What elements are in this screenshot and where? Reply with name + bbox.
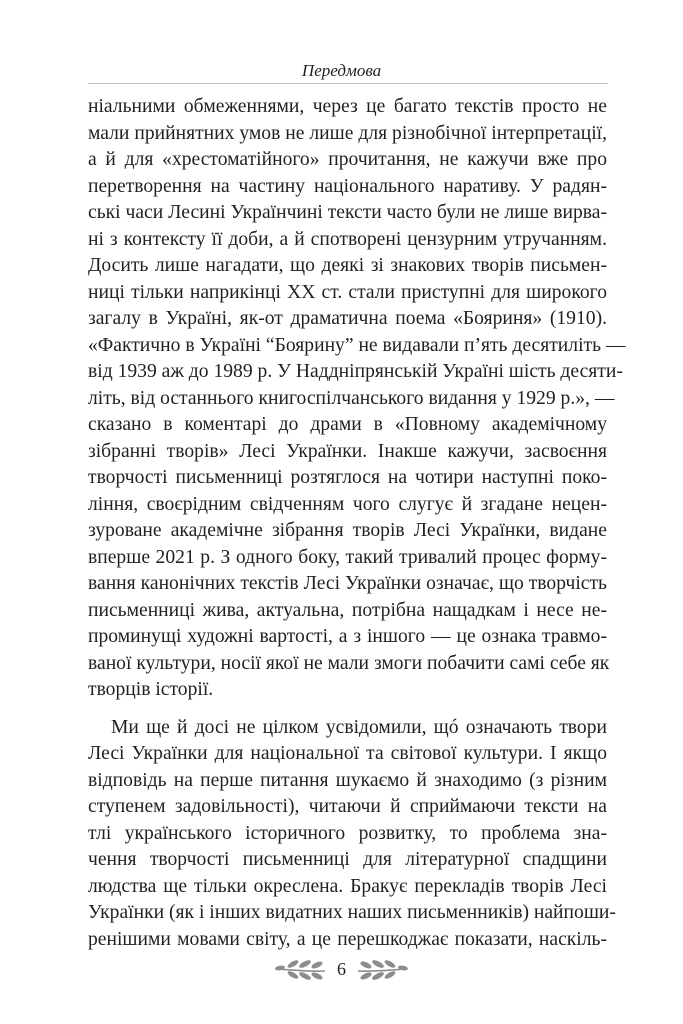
text-line: творців історії. — [88, 679, 214, 700]
text-line: зібранні творів» Лесі Українки. Інакше кажучи, засвоєння — [88, 440, 607, 462]
text-line: відповідь на перше питання шукаємо й знаходимо (з різним — [88, 769, 607, 791]
text-line: ніальними обмеженнями, через це багато текстів просто не — [88, 96, 607, 117]
paragraph-1 — [88, 94, 626, 704]
text-line: перетворення на частину національного наративу. У радян- — [88, 175, 607, 197]
text-line: вання канонічних текстів Лесі Українки означає, що творчість — [88, 573, 607, 594]
laurel-branch-right-icon — [356, 958, 410, 980]
text-line: Лесі Українки для національної та світової культури. І якщо — [88, 743, 607, 764]
text-line: вперше 2021 р. З одного боку, такий тривалий процес форму- — [88, 546, 607, 568]
text-line: ступенем задовільності), читаючи й сприймаючи тексти на — [88, 796, 607, 817]
text-line: тлі українського історичного розвитку, то проблема зна- — [88, 822, 607, 844]
text-line: а й для «хрестоматійного» прочитання, не кажучи вже про — [88, 149, 607, 170]
text-line: літь, від останнього книгоспілчанського видання у 1929 р.», — — [88, 387, 615, 409]
text-line: людства ще тільки окреслена. Бракує перекладів творів Лесі — [88, 875, 607, 897]
text-line: Українки (як і інших видатних наших письменників) найпоши- — [88, 902, 616, 923]
text-line: ваної культури, носії якої не мали змоги побачити самі себе як — [88, 652, 610, 674]
text-line: зуроване академічне зібрання творів Лесі Українки, видане — [88, 520, 607, 541]
laurel-branch-left-icon — [273, 958, 327, 980]
text-line: ренішими мовами світу, а це перешкоджає показати, наскіль- — [88, 928, 607, 950]
text-line: чення творчості письменниці для літературної спадщини — [88, 849, 607, 870]
header-rule — [88, 83, 608, 84]
paragraph-spacer — [88, 704, 607, 715]
text-line: Ми ще й досі не цілком усвідомили, щó означають твори — [111, 716, 607, 738]
text-line: ниці тільки наприкінці ХХ ст. стали приступні для широкого — [88, 281, 607, 303]
text-line: письменниці жива, актуальна, потрібна нащадкам і несе не- — [88, 599, 607, 621]
text-line: ські часи Лесині Українчині тексти часто були не лише вирва- — [88, 202, 608, 223]
text-line: від 1939 аж до 1989 р. У Наддніпрянській Україні шість десяти- — [88, 361, 623, 382]
text-line: загалу в Україні, як-от драматична поема «Бояриня» (1910). — [88, 308, 607, 329]
body-text — [88, 94, 626, 953]
text-line: ні з контексту її доби, а й спотворені цензурним утручанням. — [88, 228, 607, 250]
text-line: мали прийнятних умов не лише для різнобічної інтерпретації, — [88, 122, 607, 144]
paragraph-2 — [88, 715, 616, 954]
header-title: Передмова — [301, 61, 382, 80]
text-line: ління, своєрідним свідченням чого слугує й згадане нецен- — [88, 493, 607, 515]
text-line: проминущі художні вартості, а з іншого — це ознака травмо- — [88, 626, 607, 647]
text-line: Досить лише нагадати, що деякі зі знакових творів письмен- — [88, 255, 607, 276]
text-line: «Фактично в Україні “Боярину” не видавали п’ять десятиліть — — [88, 334, 626, 356]
text-line: сказано в коментарі до драми в «Повному академічному — [88, 414, 607, 435]
text-line: творчості письменниці розтяглося на чотири наступні поко- — [88, 467, 607, 488]
page-number: 6 — [337, 958, 346, 979]
page-footer — [0, 958, 683, 980]
